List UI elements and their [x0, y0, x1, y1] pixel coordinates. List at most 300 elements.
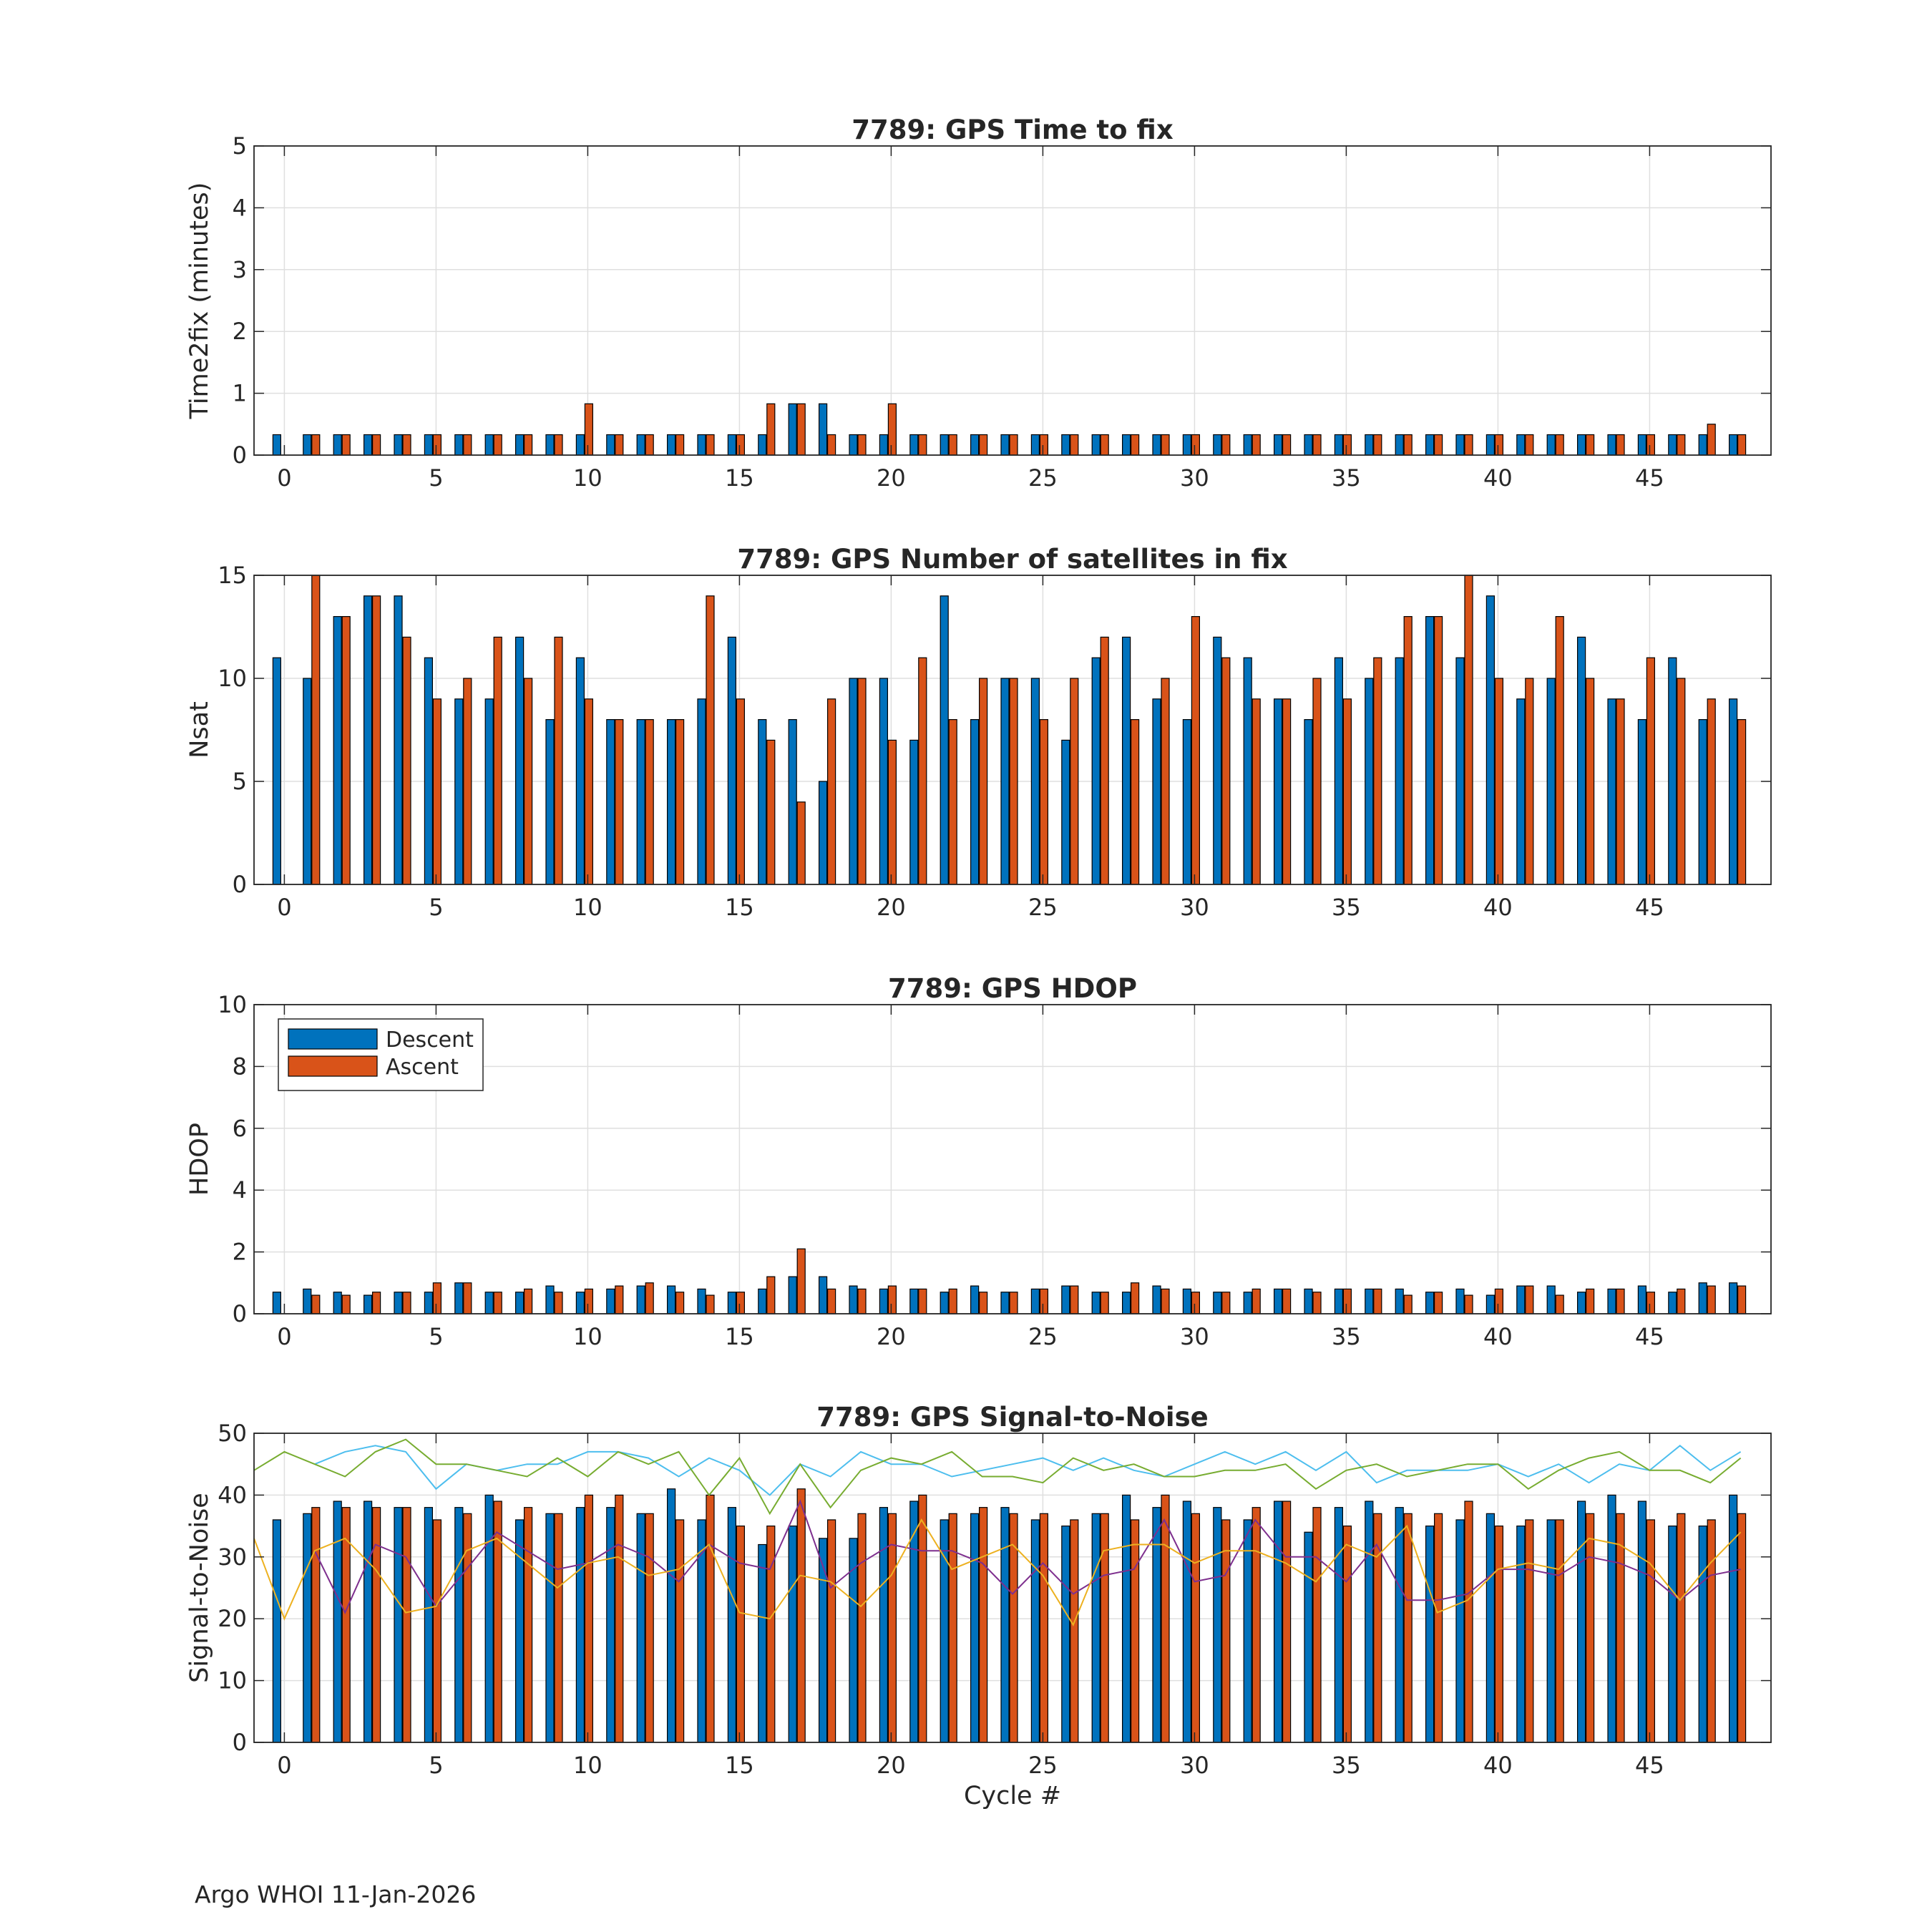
ascent-bar [1738, 434, 1746, 455]
descent-bar [394, 1508, 402, 1742]
ascent-bar [980, 1508, 987, 1742]
descent-bar [940, 596, 948, 884]
ascent-bar [615, 1495, 623, 1742]
ascent-bar [736, 1292, 744, 1314]
descent-bar [607, 434, 615, 455]
descent-bar [698, 434, 706, 455]
ascent-bar [1313, 1508, 1321, 1742]
ascent-bar [1191, 1292, 1199, 1314]
descent-bar [637, 1286, 645, 1314]
ascent-bar [1101, 1513, 1108, 1742]
x-tick-label: 0 [277, 1323, 292, 1350]
descent-bar [364, 1295, 372, 1314]
y-tick-label: 5 [232, 768, 247, 795]
x-tick-label: 30 [1180, 1752, 1209, 1779]
ascent-legend-swatch [288, 1056, 377, 1076]
descent-bar [910, 740, 918, 884]
descent-bar [1183, 1501, 1191, 1742]
descent-bar [273, 658, 280, 884]
ascent-bar [1495, 678, 1503, 884]
ascent-bar [1465, 1295, 1473, 1314]
x-tick-label: 30 [1180, 894, 1209, 921]
descent-bar [607, 1289, 615, 1314]
descent-bar [1517, 1286, 1525, 1314]
ascent-bar [342, 434, 350, 455]
ascent-bar [949, 1289, 957, 1314]
x-tick-label: 5 [429, 1752, 444, 1779]
x-tick-label: 30 [1180, 464, 1209, 492]
descent-bar [576, 1292, 584, 1314]
descent-bar [1244, 1292, 1252, 1314]
x-tick-label: 0 [277, 894, 292, 921]
descent-bar [1517, 1526, 1525, 1742]
descent-bar [1304, 1532, 1312, 1742]
descent-bar [1031, 678, 1039, 884]
ascent-bar [828, 434, 836, 455]
descent-bar [273, 434, 280, 455]
descent-bar [1486, 596, 1494, 884]
descent-bar [1638, 1501, 1646, 1742]
x-tick-label: 15 [725, 1323, 754, 1350]
descent-bar [333, 434, 341, 455]
descent-bar [1456, 1520, 1464, 1742]
descent-bar [424, 658, 432, 884]
ascent-bar [403, 637, 411, 884]
chart-title: 7789: GPS Signal-to-Noise [816, 1402, 1209, 1433]
descent-bar [1365, 434, 1373, 455]
descent-bar [1669, 434, 1677, 455]
ascent-bar [585, 1289, 592, 1314]
descent-bar [424, 1508, 432, 1742]
descent-bar [1001, 1292, 1009, 1314]
ascent-bar [464, 1283, 472, 1314]
ascent-bar [1040, 1513, 1048, 1742]
descent-bar [728, 1508, 736, 1742]
ascent-bar [980, 1292, 987, 1314]
descent-bar [303, 434, 311, 455]
ascent-bar [1313, 434, 1321, 455]
ascent-bar [1677, 678, 1685, 884]
ascent-bar [1526, 1286, 1533, 1314]
ascent-bar [1222, 658, 1230, 884]
ascent-bar [676, 720, 684, 884]
ascent-bar [1404, 1295, 1412, 1314]
descent-bar [1699, 720, 1707, 884]
descent-bar [455, 1283, 463, 1314]
x-tick-label: 45 [1635, 894, 1664, 921]
ascent-bar [1343, 434, 1351, 455]
ascent-bar [1283, 1289, 1291, 1314]
descent-bar [1092, 1292, 1100, 1314]
x-tick-label: 35 [1332, 1323, 1361, 1350]
descent-bar [485, 434, 493, 455]
descent-bar [1547, 434, 1555, 455]
descent-bar [1274, 699, 1282, 884]
ascent-bar [888, 1513, 896, 1742]
ascent-bar [373, 434, 381, 455]
chart-panel-2 [185, 544, 1771, 921]
x-tick-label: 25 [1028, 894, 1058, 921]
ascent-bar [1495, 434, 1503, 455]
ascent-bar [767, 740, 775, 884]
descent-bar [1638, 1286, 1646, 1314]
ascent-bar [949, 720, 957, 884]
ascent-bar [1404, 434, 1412, 455]
ascent-bar [312, 575, 320, 884]
descent-bar [1304, 720, 1312, 884]
descent-bar [607, 720, 615, 884]
ascent-bar [736, 699, 744, 884]
descent-bar [1335, 1289, 1342, 1314]
ascent-bar [1465, 434, 1473, 455]
descent-bar [758, 434, 766, 455]
descent-bar [576, 1508, 584, 1742]
y-tick-label: 10 [218, 665, 247, 692]
ascent-bar [767, 404, 775, 455]
ascent-bar [1343, 699, 1351, 884]
ascent-bar [1556, 1295, 1563, 1314]
descent-legend-swatch [288, 1029, 377, 1049]
ascent-bar [797, 1249, 805, 1314]
ascent-bar [1191, 617, 1199, 884]
descent-bar [1365, 678, 1373, 884]
descent-bar [394, 434, 402, 455]
ascent-bar [1101, 434, 1108, 455]
ascent-bar [858, 678, 866, 884]
ascent-bar [767, 1277, 775, 1314]
ascent-bar [1738, 720, 1746, 884]
descent-bar [485, 699, 493, 884]
ascent-bar [1161, 678, 1169, 884]
x-tick-label: 10 [573, 894, 602, 921]
ascent-bar [494, 1501, 502, 1742]
x-tick-label: 40 [1483, 894, 1513, 921]
descent-bar [668, 1286, 675, 1314]
y-tick-label: 4 [232, 1176, 247, 1204]
descent-bar [1699, 1526, 1707, 1742]
ascent-bar [494, 434, 502, 455]
descent-bar [1031, 1289, 1039, 1314]
descent-bar [273, 1292, 280, 1314]
y-tick-label: 50 [218, 1420, 247, 1447]
descent-bar [971, 1513, 979, 1742]
y-tick-label: 6 [232, 1114, 247, 1142]
ascent-bar [555, 434, 562, 455]
descent-bar [1729, 434, 1737, 455]
descent-bar [303, 678, 311, 884]
descent-bar [758, 720, 766, 884]
x-tick-label: 40 [1483, 464, 1513, 492]
y-tick-label: 20 [218, 1605, 247, 1633]
ascent-bar [1526, 1520, 1533, 1742]
descent-bar [1214, 434, 1221, 455]
ascent-bar [1556, 617, 1563, 884]
descent-bar [394, 1292, 402, 1314]
ascent-bar [1131, 720, 1139, 884]
descent-bar [1486, 1513, 1494, 1742]
ascent-bar [797, 1489, 805, 1742]
y-axis-label: Signal-to-Noise [185, 1493, 214, 1683]
ascent-bar [1495, 1289, 1503, 1314]
ascent-bar [1556, 1520, 1563, 1742]
y-tick-label: 10 [218, 991, 247, 1018]
descent-bar [546, 720, 554, 884]
ascent-bar [1161, 1289, 1169, 1314]
descent-bar [1426, 1292, 1434, 1314]
x-tick-label: 45 [1635, 1752, 1664, 1779]
descent-bar [1426, 434, 1434, 455]
ascent-bar [1556, 434, 1563, 455]
ascent-bar [1586, 1289, 1594, 1314]
descent-bar [1123, 1495, 1131, 1742]
y-axis-label: Time2fix (minutes) [185, 182, 214, 419]
descent-legend-label: Descent [386, 1028, 474, 1053]
x-tick-label: 10 [573, 1323, 602, 1350]
ascent-bar [1040, 1289, 1048, 1314]
y-axis-label: HDOP [185, 1123, 214, 1196]
descent-bar [303, 1513, 311, 1742]
descent-bar [1669, 1526, 1677, 1742]
descent-bar [879, 1289, 887, 1314]
ascent-bar [615, 434, 623, 455]
ascent-bar [1101, 637, 1108, 884]
descent-bar [455, 699, 463, 884]
descent-bar [1486, 434, 1494, 455]
ascent-bar [1191, 434, 1199, 455]
ascent-bar [645, 434, 653, 455]
ascent-bar [1010, 1292, 1018, 1314]
descent-bar [1062, 434, 1070, 455]
ascent-bar [312, 434, 320, 455]
ascent-bar [1161, 434, 1169, 455]
descent-bar [1092, 434, 1100, 455]
descent-bar [1608, 434, 1616, 455]
ascent-bar [403, 434, 411, 455]
y-tick-label: 15 [218, 562, 247, 589]
descent-bar [879, 1508, 887, 1742]
descent-bar [1062, 1286, 1070, 1314]
descent-bar [424, 434, 432, 455]
descent-bar [1123, 434, 1131, 455]
descent-bar [1001, 434, 1009, 455]
descent-bar [1183, 434, 1191, 455]
x-tick-label: 45 [1635, 464, 1664, 492]
ascent-bar [555, 637, 562, 884]
ascent-bar [1404, 1513, 1412, 1742]
descent-bar [1335, 434, 1342, 455]
descent-bar [1729, 1495, 1737, 1742]
descent-bar [1517, 699, 1525, 884]
x-tick-label: 10 [573, 464, 602, 492]
descent-bar [1031, 434, 1039, 455]
x-tick-label: 20 [877, 1323, 906, 1350]
x-axis-label: Cycle # [963, 1782, 1062, 1810]
ascent-bar [464, 434, 472, 455]
x-tick-label: 25 [1028, 1752, 1058, 1779]
descent-bar [576, 434, 584, 455]
ascent-bar [706, 434, 714, 455]
ascent-bar [1586, 1513, 1594, 1742]
ascent-bar [858, 434, 866, 455]
ascent-bar [1404, 617, 1412, 884]
descent-bar [607, 1508, 615, 1742]
ascent-bar [888, 404, 896, 455]
descent-bar [516, 637, 524, 884]
x-tick-label: 5 [429, 894, 444, 921]
descent-bar [728, 637, 736, 884]
ascent-bar [1313, 678, 1321, 884]
y-tick-label: 3 [232, 255, 247, 283]
ascent-bar [919, 1495, 927, 1742]
descent-bar [849, 678, 857, 884]
ascent-bar [1040, 434, 1048, 455]
ascent-bar [858, 1513, 866, 1742]
descent-bar [1304, 1289, 1312, 1314]
ascent-bar [1677, 1513, 1685, 1742]
ascent-bar [919, 658, 927, 884]
ascent-bar [342, 1295, 350, 1314]
ascent-bar [980, 434, 987, 455]
ascent-bar [1252, 1289, 1260, 1314]
descent-bar [1426, 1526, 1434, 1742]
ascent-bar [1343, 1289, 1351, 1314]
ascent-bar [1252, 434, 1260, 455]
descent-bar [1183, 720, 1191, 884]
x-tick-label: 35 [1332, 464, 1361, 492]
ascent-bar [1101, 1292, 1108, 1314]
descent-bar [1547, 678, 1555, 884]
ascent-bar [1191, 1513, 1199, 1742]
ascent-bar [1707, 699, 1715, 884]
descent-bar [1699, 1283, 1707, 1314]
ascent-bar [433, 1283, 441, 1314]
chart-panel-1 [185, 114, 1771, 492]
descent-bar [1274, 434, 1282, 455]
descent-bar [1062, 1526, 1070, 1742]
descent-bar [455, 1508, 463, 1742]
descent-bar [637, 720, 645, 884]
descent-bar [364, 1501, 372, 1742]
descent-bar [789, 1277, 796, 1314]
ascent-bar [373, 1292, 381, 1314]
descent-bar [1244, 658, 1252, 884]
descent-bar [1456, 658, 1464, 884]
ascent-bar [1465, 1501, 1473, 1742]
descent-bar [1123, 637, 1131, 884]
ascent-bar [1222, 1292, 1230, 1314]
descent-bar [698, 699, 706, 884]
ascent-bar [1707, 1520, 1715, 1742]
descent-bar [789, 404, 796, 455]
ascent-bar [736, 1526, 744, 1742]
descent-bar [1214, 1292, 1221, 1314]
descent-bar [273, 1520, 280, 1742]
descent-bar [1153, 1508, 1161, 1742]
x-tick-label: 35 [1332, 1752, 1361, 1779]
footer-text: Argo WHOI 11-Jan-2026 [195, 1880, 477, 1908]
ascent-bar [1222, 434, 1230, 455]
descent-bar [1456, 434, 1464, 455]
ascent-bar [919, 434, 927, 455]
y-tick-label: 0 [232, 1300, 247, 1327]
descent-bar [819, 1277, 827, 1314]
descent-bar [1153, 1286, 1161, 1314]
descent-bar [1092, 1513, 1100, 1742]
descent-bar [424, 1292, 432, 1314]
ascent-bar [1131, 1283, 1139, 1314]
descent-bar [910, 434, 918, 455]
descent-bar [637, 1513, 645, 1742]
ascent-bar [373, 1508, 381, 1742]
x-tick-label: 35 [1332, 894, 1361, 921]
descent-bar [971, 720, 979, 884]
ascent-bar [464, 678, 472, 884]
descent-bar [1335, 658, 1342, 884]
chart-panel-3 [185, 973, 1771, 1350]
ascent-bar [1738, 1286, 1746, 1314]
ascent-bar [1586, 678, 1594, 884]
ascent-bar [1070, 434, 1078, 455]
ascent-bar [585, 1495, 592, 1742]
descent-bar [1031, 1520, 1039, 1742]
descent-bar [516, 434, 524, 455]
y-tick-label: 5 [232, 132, 247, 160]
x-tick-label: 0 [277, 1752, 292, 1779]
ascent-bar [1465, 575, 1473, 884]
ascent-bar [706, 1295, 714, 1314]
descent-bar [364, 434, 372, 455]
ascent-bar [373, 596, 381, 884]
ascent-bar [555, 1513, 562, 1742]
y-tick-label: 0 [232, 871, 247, 898]
ascent-bar [403, 1508, 411, 1742]
ascent-bar [1010, 678, 1018, 884]
descent-bar [1547, 1286, 1555, 1314]
x-tick-label: 20 [877, 1752, 906, 1779]
x-tick-label: 20 [877, 464, 906, 492]
x-tick-label: 0 [277, 464, 292, 492]
y-tick-label: 10 [218, 1667, 247, 1694]
ascent-bar [1283, 1501, 1291, 1742]
ascent-bar [1161, 1495, 1169, 1742]
descent-bar [758, 1289, 766, 1314]
ascent-bar [706, 596, 714, 884]
ascent-bar [1010, 434, 1018, 455]
y-tick-label: 30 [218, 1543, 247, 1571]
ascent-bar [736, 434, 744, 455]
descent-bar [1001, 1508, 1009, 1742]
descent-bar [819, 1538, 827, 1742]
descent-bar [333, 1501, 341, 1742]
ascent-bar [1070, 1286, 1078, 1314]
x-tick-label: 40 [1483, 1752, 1513, 1779]
x-tick-label: 25 [1028, 464, 1058, 492]
descent-bar [940, 1292, 948, 1314]
ascent-bar [1707, 424, 1715, 455]
descent-bar [1123, 1292, 1131, 1314]
ascent-bar [555, 1292, 562, 1314]
ascent-bar [1374, 658, 1382, 884]
ascent-bar [1616, 1513, 1624, 1742]
y-tick-label: 0 [232, 1729, 247, 1756]
ascent-bar [828, 699, 836, 884]
ascent-bar [312, 1295, 320, 1314]
ascent-bar [1495, 1526, 1503, 1742]
ascent-bar [676, 1292, 684, 1314]
descent-bar [879, 434, 887, 455]
ascent-bar [1283, 434, 1291, 455]
descent-bar [668, 434, 675, 455]
